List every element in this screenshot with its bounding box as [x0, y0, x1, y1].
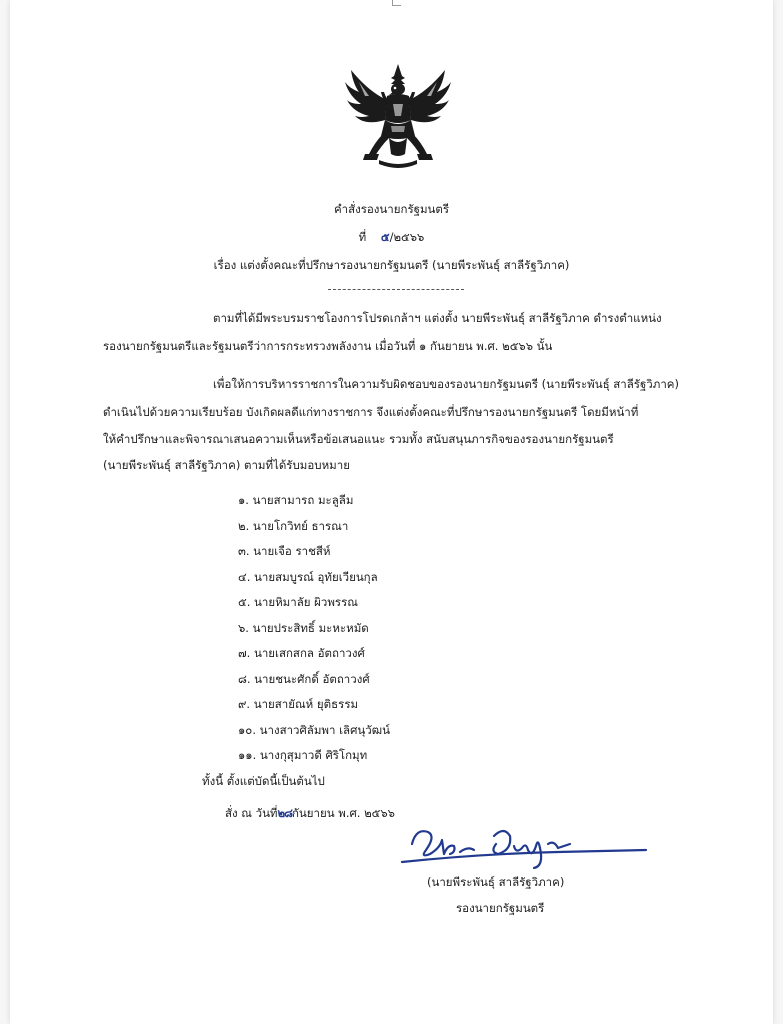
list-item: ๑. นายสามารถ มะลูลีม	[238, 493, 354, 507]
order-title: คำสั่งรองนายกรัฐมนตรี	[333, 202, 450, 216]
order-subject: เรื่อง แต่งตั้งคณะที่ปรึกษารองนายกรัฐมนตรี (นายพีระพันธุ์ สาลีรัฐวิภาค)	[213, 258, 570, 272]
list-item: ๒. นายโกวิทย์ ธารณา	[238, 519, 349, 533]
list-item: ๑๐. นางสาวศิลัมพา เลิศนุวัฒน์	[238, 723, 390, 737]
list-item: ๘. นายชนะศักดิ์ อัตถาวงศ์	[238, 672, 370, 686]
list-item: ๓. นายเจือ ราชสีห์	[238, 544, 331, 558]
list-item: ๖. นายประสิทธิ์ มะหะหมัด	[238, 621, 369, 635]
page-fold-mark	[392, 0, 401, 6]
list-item: ๗. นายเสกสกล อัตถาวงศ์	[238, 646, 365, 660]
paragraph-1-line-1: ตามที่ได้มีพระบรมราชโองการโปรดเกล้าฯ แต่งตั้ง นายพีระพันธุ์ สาลีรัฐวิภาค ดำรงตำแหน่ง	[213, 311, 662, 325]
order-number-suffix: /๒๕๖๖	[389, 230, 425, 244]
list-item: ๑๑. นางกุสุมาวดี ศิริโกมุท	[238, 748, 368, 762]
list-item: ๕. นายหิมาลัย ผิวพรรณ	[238, 595, 358, 609]
order-date-suffix: กันยายน พ.ศ. ๒๕๖๖	[291, 806, 395, 820]
garuda-emblem-icon	[339, 62, 457, 170]
effective-statement: ทั้งนี้ ตั้งแต่บัดนี้เป็นต้นไป	[202, 774, 325, 788]
handwritten-signature	[398, 822, 650, 872]
order-date-handwritten: ๒๘	[277, 806, 292, 820]
paragraph-2-line-1: เพื่อให้การบริหารราชการในความรับผิดชอบของรองนายกรัฐมนตรี (นายพีระพันธุ์ สาลีรัฐวิภาค)	[213, 377, 679, 391]
order-date-prefix: สั่ง ณ วันที่	[225, 806, 278, 820]
list-item: ๙. นายสายัณห์ ยุติธรรม	[238, 697, 359, 711]
order-date	[225, 805, 395, 821]
divider-dashed	[328, 289, 464, 290]
list-item: ๔. นายสมบูรณ์ อุทัยเวียนกุล	[238, 570, 378, 584]
order-number	[0, 229, 783, 247]
paragraph-1-line-2: รองนายกรัฐมนตรีและรัฐมนตรีว่าการกระทรวงพลังงาน เมื่อวันที่ ๑ กันยายน พ.ศ. ๒๕๖๖ นั้น	[103, 339, 553, 353]
paragraph-2-line-4: (นายพีระพันธุ์ สาลีรัฐวิภาค) ตามที่ได้รับมอบหมาย	[103, 458, 350, 472]
order-number-handwritten: ๕	[380, 230, 390, 244]
paragraph-2-line-3: ให้คำปรึกษาและพิจารณาเสนอความเห็นหรือข้อเสนอแนะ รวมทั้ง สนับสนุนภารกิจของรองนายกรัฐมนตรี	[103, 432, 614, 446]
signatory-name: (นายพีระพันธุ์ สาลีรัฐวิภาค)	[427, 875, 565, 889]
order-number-prefix: ที่	[358, 230, 367, 244]
paragraph-2-line-2: ดำเนินไปด้วยความเรียบร้อย บังเกิดผลดีแก่ทางราชการ จึงแต่งตั้งคณะที่ปรึกษารองนายกรัฐมนตรี โดยมีหน้าที่	[103, 405, 639, 419]
signatory-position: รองนายกรัฐมนตรี	[456, 901, 545, 915]
